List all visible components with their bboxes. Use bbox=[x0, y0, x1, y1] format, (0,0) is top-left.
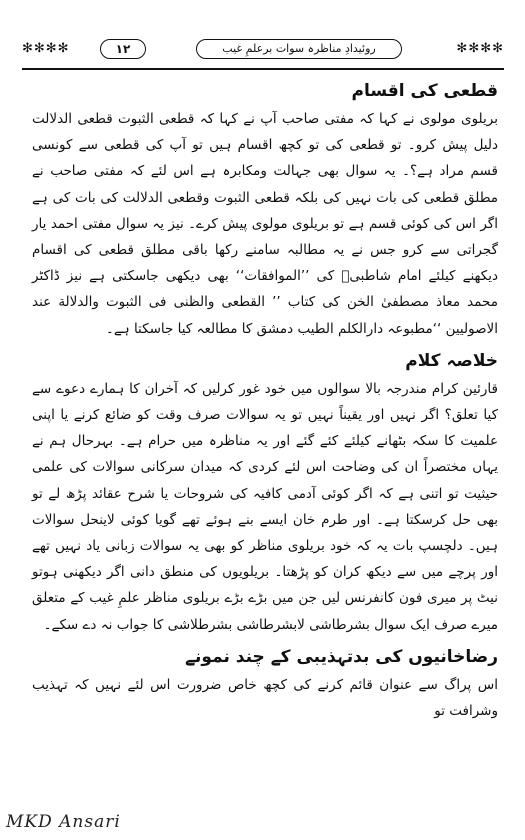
decorative-ornament-right: ✻✻✻✻ bbox=[456, 41, 504, 56]
page-number: ۱۲ bbox=[100, 39, 146, 59]
decorative-ornament-left: ✻✻✻✻ bbox=[22, 41, 70, 56]
page-header bbox=[22, 38, 504, 60]
paragraph: بریلوی مولوی نے کہا کہ مفتی صاحب آپ نے کہا کہ قطعی الثبوت قطعی الدلالت دلیل پیش کرو۔ تو قطعی کی تو کچھ اقسام ہیں تو آپ کی قطعی سے کونسی قسم مراد ہے؟۔ یہ سوال بھی جہالت ومکابرہ ہے اس لئے کہ مفتی صاحب نے مطلق قطعی کی بات نہیں کی بلکہ قطعی الثبوت وقطعی الدلالت کی بات کی ہے اگر اس کی کوئی قسم ہے تو بریلوی مولوی پیش کرے۔ نیز یہ سوال مفتی احمد یار گجراتی سے کرو جس نے یہ مطالبہ سامنے رکھا باقی مطلق قطعی کی اقسام دیکھنے کیلئے امام شاطبیؒ کی ’’الموافقات‘‘ بھی دیکھی جاسکتی ہے نیز ڈاکٹر محمد معاذ مصطفیٰ الخن کی کتاب ’’ القطعی والظنی فی الثبوت والدلالة عند الاصولیین ‘‘مطبوعہ دارالکلم الطیب دمشق کا مطالعہ کیا جاسکتا ہے۔ bbox=[32, 111, 498, 337]
section-heading-qati-types: قطعی کی اقسام bbox=[351, 81, 498, 101]
signature-watermark: MKD Ansari bbox=[6, 812, 121, 832]
paragraph: قارئین کرام مندرجہ بالا سوالوں میں خود غور کرلیں کہ آخران کا ہمارے دعوے سے کیا تعلق؟ اگر نہیں اور یقیناً نہیں تو یہ سوالات صرف وقت کو ضائع کرنے یا اپنی علمیت کا سکہ بٹھانے کیلئے کئے گئے اور یہ مناظرہ میں حرام ہے۔ بہرحال ہم نے یہاں مختصراً ان کی وضاحت اس لئے کردی کہ میدان سرکانی سوالات کی علمی حیثیت تو اتنی ہے کہ اگر کوئی آدمی کافیہ کی شروحات یا شرح عقائد پڑھ لے تو بھی حل کرسکتا ہے۔ اور طرم خان ایسے بنے ہوئے تھے گویا کوئی لاینحل سوالات ہیں۔ دلچسپ بات یہ کہ خود بریلوی مناظر کو بھی یہ سوالات زبانی یاد نہیں تھے اور پرچے میں سے دیکھ کران کو پڑھتا۔ بریلویوں کی منطق دانی اگر دیکھنی ہوتو نیٹ پر میری فون کانفرنس لیں جن میں بڑے بڑے بریلوی مناظر علمِ غیب کے متعلق میرے صرف ایک سوال بشرطاشی لابشرطاشی بشرطلاشی کا جواب نہ دے سکے۔ bbox=[32, 380, 498, 633]
section-heading-conclusion: خلاصہ کلام bbox=[405, 350, 498, 371]
header-divider bbox=[22, 68, 504, 70]
running-title: روئیدادِ مناظرہ سوات برعلمِ غیب bbox=[196, 39, 402, 59]
paragraph: اس پراگ سے عنوان قائم کرنے کی کچھ خاص ضرورت اس لئے نہیں کہ تہذیب وشرافت تو bbox=[32, 676, 498, 720]
page-body bbox=[32, 76, 498, 728]
section-heading-examples: رضاخانیوں کی بدتہذیبی کے چند نمونے bbox=[185, 646, 498, 667]
